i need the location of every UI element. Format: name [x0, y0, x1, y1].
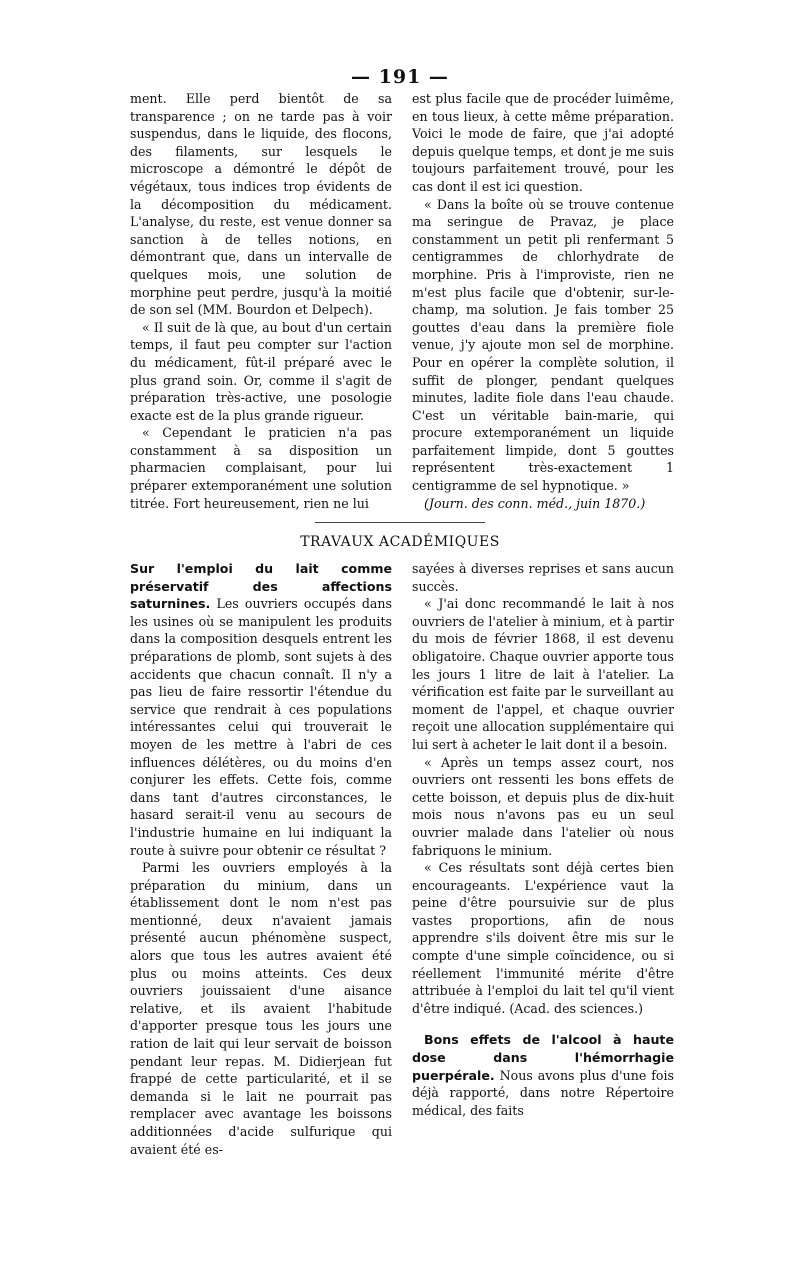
article-heading-paragraph	[412, 1031, 674, 1119]
paragraph: Nous avons plus d'une fois déjà rapporté, dans notre Répertoire médical, des faits	[412, 1067, 674, 1118]
article-heading: Bons effets de l'alcool à haute dose dans l'hémorrhagie puerpérale.	[412, 1032, 674, 1083]
column-top-left	[130, 90, 392, 512]
paragraph: « Dans la boîte où se trouve contenue ma seringue de Pravaz, je place constamment un petit pli renfermant 5 centigrammes de chlorhydrate de morphine. Pris à l'improviste, rien ne m'est plus facile que d'obtenir, sur-le-champ, ma solution. Je fais tomber 25 gouttes d'eau dans la première fiole venue, j'y ajoute mon sel de morphine. Pour en opérer la complète solution, il suffit de plonger, pendant quelques minutes, ladite fiole dans l'eau chaude. C'est un véritable bain-marie, qui procure extemporanément un liquide parfaitement limpide, dont 5 gouttes représentent très-exactement 1 centigramme de sel hypnotique. »	[412, 196, 674, 494]
article-heading-paragraph	[130, 560, 392, 859]
paragraph: Parmi les ouvriers employés à la préparation du minium, dans un établissement dont le nom n'est pas mentionné, deux n'avaient jamais présenté aucun phénomène suspect, alors que tous les autres avaient été plus ou moins atteints. Ces deux ouvriers jouissaient d'une aisance relative, et ils avaient l'habitude d'apporter presque tous les jours une ration de lait qui leur servait de boisson pendant leur repas. M. Didierjean fut frappé de cette particularité, et il se demanda si le lait ne pourrait pas remplacer avec avantage les boissons additionnées d'acide sulfurique qui avaient été es-	[130, 860, 392, 1157]
paragraph: « Après un temps assez court, nos ouvriers ont ressenti les bons effets de cette boisson, et depuis plus de dix-huit mois nous n'avons pas eu un seul ouvrier malade dans l'atelier où nous fabriquons le minium.	[412, 754, 674, 858]
page-number: — 191 —	[351, 66, 449, 88]
book-page	[120, 60, 680, 1200]
column-bottom-right	[412, 560, 674, 1119]
paragraph: ment. Elle perd bientôt de sa transparence ; on ne tarde pas à voir suspendus, dans le liquide, des flocons, des filaments, sur lesquels le microscope a démontré le dépôt de végétaux, tous indices trop évidents de la décomposition du médicament. L'analyse, du reste, est venue donner sa sanction à de telles notions, en démontrant que, dans un intervalle de quelques mois, une solution de morphine peut perdre, jusqu'à la moitié de son sel (MM. Bourdon et Delpech).	[130, 91, 392, 318]
column-top-right	[412, 90, 674, 512]
paragraph: « Il suit de là que, au bout d'un certain temps, il faut peu compter sur l'action du médicament, fût-il préparé avec le plus grand soin. Or, comme il s'agit de préparation très-active, une posologie exacte est de la plus grande rigueur.	[130, 319, 392, 423]
column-bottom-left	[130, 560, 392, 1158]
paragraph: « Ces résultats sont déjà certes bien encourageants. L'expérience vaut la peine d'être poursuivie sur de plus vastes proportions, afin de nous apprendre s'ils doivent être mis sur le compte d'une simple coïncidence, ou si réellement l'immunité mérite d'être attribuée à l'emploi du lait tel qu'il vient d'être indiqué. (Acad. des sciences.)	[412, 860, 674, 1016]
paragraph: Les ouvriers occupés dans les usines où se manipulent les produits dans la composition desquels entrent les préparations de plomb, sont sujets à des accidents que chacun connaît. Il n'y a pas lieu de faire ressortir l'étendue du service que rendrait à ces populations intéressantes celui qui trouverait le moyen de les mettre à l'abri de ces influences délétères, ou du moins d'en conjurer les effets. Cette fois, comme dans tant d'autres circonstances, le hasard serait-il venu au secours de l'industrie humaine en lui indiquant la route à suivre pour obtenir ce résultat ?	[130, 596, 392, 858]
paragraph: « Cependant le praticien n'a pas constamment à sa disposition un pharmacien complaisant, pour lui préparer extemporanément une solution titrée. Fort heureusement, rien ne lui	[130, 425, 392, 511]
paragraph: sayées à diverses reprises et sans aucun succès.	[412, 561, 674, 594]
article-heading: Sur l'emploi du lait comme préservatif des affections saturnines.	[130, 561, 392, 612]
paragraph: « J'ai donc recommandé le lait à nos ouvriers de l'atelier à minium, et à partir du mois de février 1868, il est devenu obligatoire. Chaque ouvrier apporte tous les jours 1 litre de lait à l'atelier. La vérification est faite par le surveillant au moment de l'appel, et chaque ouvrier reçoit une allocation supplémentaire qui lui sert à acheter le lait dont il a besoin.	[412, 596, 674, 752]
section-title: TRAVAUX ACADÉMIQUES	[300, 534, 500, 550]
citation: (Journ. des conn. méd., juin 1870.)	[424, 495, 646, 511]
section-divider	[315, 522, 485, 523]
paragraph: est plus facile que de procéder luimême, en tous lieux, à cette même préparation. Voici le mode de faire, que j'ai adopté depuis quelque temps, et dont je me suis toujours parfaitement trouvé, pour les cas dont il est ici question.	[412, 91, 674, 194]
